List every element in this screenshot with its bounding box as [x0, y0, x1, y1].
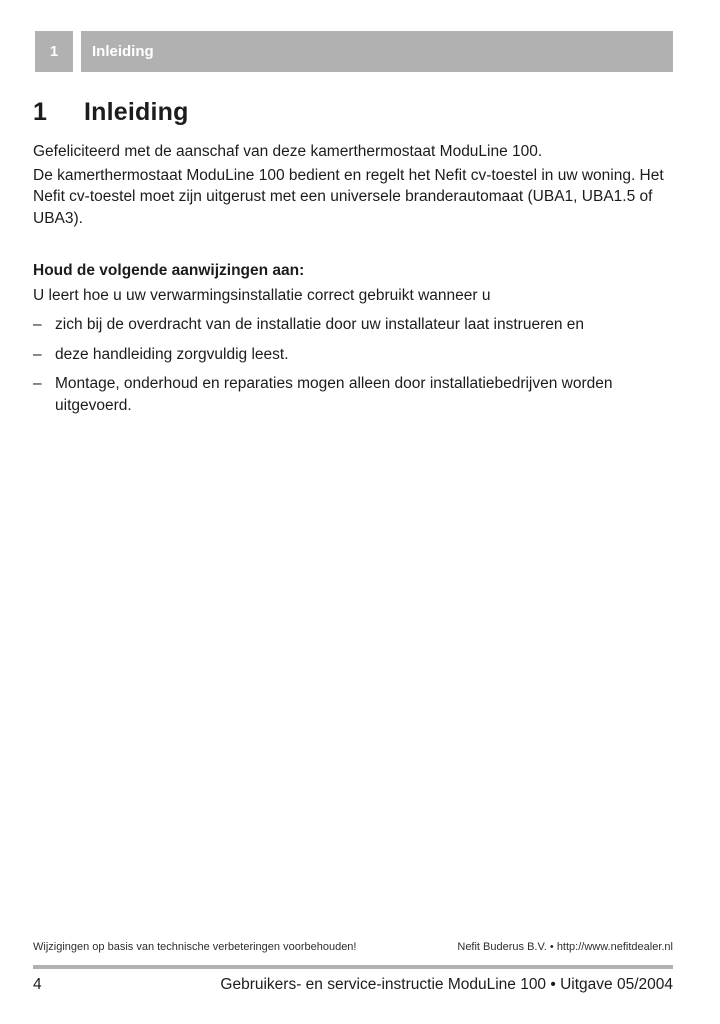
chapter-banner: [35, 31, 673, 72]
list-item: [33, 373, 679, 416]
section-heading: [33, 98, 189, 127]
dash-bullet: –: [33, 375, 42, 392]
paragraph-description: De kamerthermostaat ModuLine 100 bedient en regelt het Nefit cv-toestel in uw woning. Het Nefit cv-toestel moet zijn uitgerust met een universele branderautomaat (UBA1, UBA1.5 of UBA3).: [33, 166, 664, 227]
list-item-text: deze handleiding zorgvuldig leest.: [55, 345, 289, 363]
instructions-heading: Houd de volgende aanwijzingen aan:: [33, 262, 305, 279]
paragraph-congratulations: Gefeliciteerd met de aanschaf van deze kamerthermostaat ModuLine 100.: [33, 143, 543, 160]
chapter-number-box: 1: [35, 31, 73, 72]
footer-divider: [33, 965, 673, 969]
dash-bullet: –: [33, 345, 42, 363]
list-item-text: Montage, onderhoud en reparaties mogen alleen door installatiebedrijven worden uitgevoerd.: [55, 375, 613, 414]
chapter-title-bar: Inleiding: [81, 31, 673, 72]
section-heading-number: 1: [33, 98, 48, 126]
footer-publisher: Nefit Buderus B.V. • http://www.nefitdealer.nl: [457, 941, 673, 953]
footer-meta-row: [33, 941, 673, 953]
body-copy: [33, 141, 679, 416]
list-item: [33, 314, 679, 336]
section-heading-title: Inleiding: [84, 98, 189, 126]
dash-bullet: –: [33, 316, 42, 333]
footer-title-row: [33, 976, 673, 994]
instructions-intro: U leert hoe u uw verwarmingsinstallatie correct gebruikt wanneer u: [33, 286, 491, 304]
list-item-text: zich bij de overdracht van de installatie door uw installateur laat instrueren en: [55, 316, 585, 333]
page-number: 4: [33, 976, 42, 993]
instructions-section: [33, 260, 679, 416]
footer-document-title: Gebruikers- en service-instructie ModuLine 100 • Uitgave 05/2004: [220, 976, 673, 993]
list-item: [33, 344, 679, 366]
instructions-list: [33, 314, 679, 416]
footer-disclaimer: Wijzigingen op basis van technische verbeteringen voorbehouden!: [33, 941, 357, 953]
